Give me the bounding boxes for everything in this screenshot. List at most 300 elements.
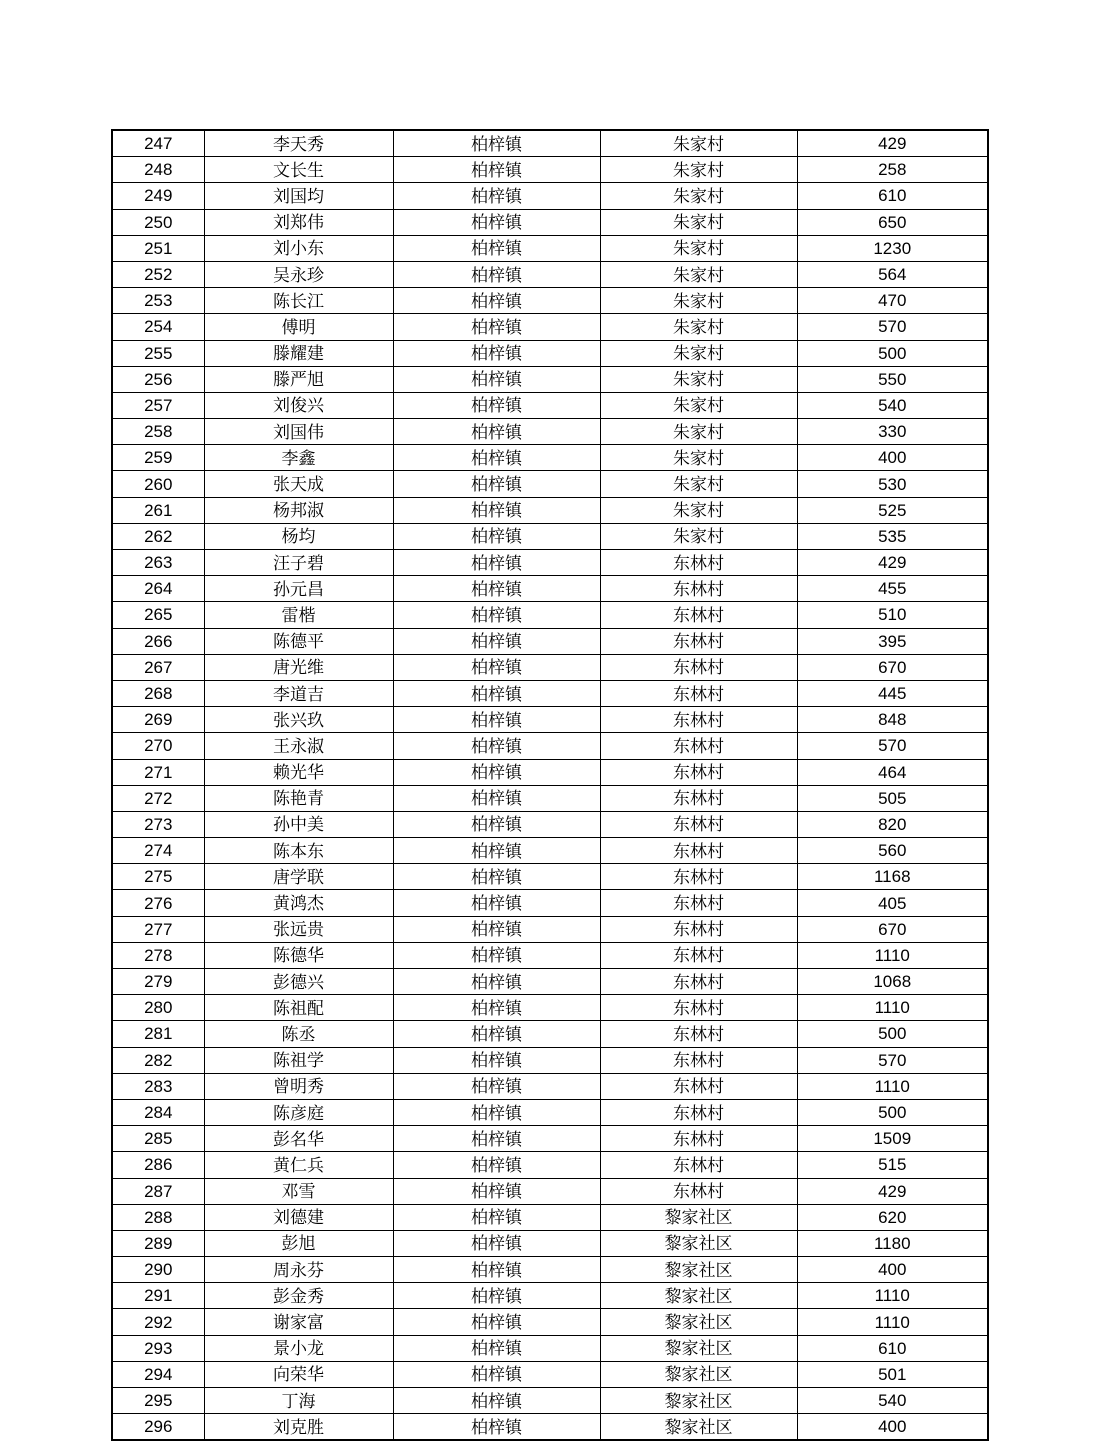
table-row [112, 680, 988, 706]
table-row [112, 1257, 988, 1283]
village-cell: 东林村 [600, 733, 797, 759]
village-cell: 黎家社区 [600, 1361, 797, 1387]
table-row [112, 1073, 988, 1099]
village-cell: 东林村 [600, 811, 797, 837]
town-cell: 柏梓镇 [393, 1126, 600, 1152]
row-number-cell: 251 [112, 235, 204, 261]
table-row [112, 759, 988, 785]
name-cell: 吴永珍 [204, 261, 393, 287]
table-row [112, 392, 988, 418]
name-cell: 刘国均 [204, 183, 393, 209]
row-number-cell: 285 [112, 1126, 204, 1152]
town-cell: 柏梓镇 [393, 680, 600, 706]
village-cell: 东林村 [600, 576, 797, 602]
amount-cell: 429 [797, 1178, 988, 1204]
town-cell: 柏梓镇 [393, 811, 600, 837]
table-row [112, 235, 988, 261]
town-cell: 柏梓镇 [393, 366, 600, 392]
table-row [112, 785, 988, 811]
amount-cell: 540 [797, 1388, 988, 1414]
records-table [111, 129, 989, 1441]
row-number-cell: 278 [112, 942, 204, 968]
amount-cell: 1230 [797, 235, 988, 261]
amount-cell: 610 [797, 1335, 988, 1361]
name-cell: 刘郑伟 [204, 209, 393, 235]
village-cell: 朱家村 [600, 471, 797, 497]
name-cell: 陈祖配 [204, 995, 393, 1021]
town-cell: 柏梓镇 [393, 1021, 600, 1047]
row-number-cell: 291 [112, 1283, 204, 1309]
town-cell: 柏梓镇 [393, 969, 600, 995]
village-cell: 东林村 [600, 707, 797, 733]
village-cell: 东林村 [600, 1021, 797, 1047]
town-cell: 柏梓镇 [393, 654, 600, 680]
village-cell: 东林村 [600, 759, 797, 785]
table-row [112, 1126, 988, 1152]
row-number-cell: 282 [112, 1047, 204, 1073]
row-number-cell: 261 [112, 497, 204, 523]
name-cell: 彭德兴 [204, 969, 393, 995]
amount-cell: 535 [797, 523, 988, 549]
amount-cell: 464 [797, 759, 988, 785]
amount-cell: 564 [797, 261, 988, 287]
amount-cell: 501 [797, 1361, 988, 1387]
table-row [112, 995, 988, 1021]
amount-cell: 500 [797, 1099, 988, 1125]
village-cell: 东林村 [600, 785, 797, 811]
town-cell: 柏梓镇 [393, 1388, 600, 1414]
amount-cell: 330 [797, 419, 988, 445]
row-number-cell: 267 [112, 654, 204, 680]
town-cell: 柏梓镇 [393, 628, 600, 654]
table-row [112, 654, 988, 680]
name-cell: 陈本东 [204, 838, 393, 864]
village-cell: 朱家村 [600, 314, 797, 340]
row-number-cell: 271 [112, 759, 204, 785]
name-cell: 景小龙 [204, 1335, 393, 1361]
town-cell: 柏梓镇 [393, 235, 600, 261]
town-cell: 柏梓镇 [393, 1230, 600, 1256]
village-cell: 黎家社区 [600, 1309, 797, 1335]
amount-cell: 1180 [797, 1230, 988, 1256]
town-cell: 柏梓镇 [393, 288, 600, 314]
table-row [112, 471, 988, 497]
village-cell: 东林村 [600, 680, 797, 706]
row-number-cell: 288 [112, 1204, 204, 1230]
table-row [112, 1047, 988, 1073]
row-number-cell: 264 [112, 576, 204, 602]
row-number-cell: 256 [112, 366, 204, 392]
village-cell: 朱家村 [600, 523, 797, 549]
amount-cell: 429 [797, 550, 988, 576]
row-number-cell: 274 [112, 838, 204, 864]
amount-cell: 540 [797, 392, 988, 418]
town-cell: 柏梓镇 [393, 942, 600, 968]
name-cell: 赖光华 [204, 759, 393, 785]
town-cell: 柏梓镇 [393, 261, 600, 287]
row-number-cell: 277 [112, 916, 204, 942]
amount-cell: 620 [797, 1204, 988, 1230]
town-cell: 柏梓镇 [393, 157, 600, 183]
name-cell: 邓雪 [204, 1178, 393, 1204]
table-row [112, 864, 988, 890]
name-cell: 刘国伟 [204, 419, 393, 445]
row-number-cell: 255 [112, 340, 204, 366]
town-cell: 柏梓镇 [393, 1178, 600, 1204]
amount-cell: 570 [797, 314, 988, 340]
village-cell: 东林村 [600, 1152, 797, 1178]
name-cell: 雷楷 [204, 602, 393, 628]
village-cell: 朱家村 [600, 340, 797, 366]
village-cell: 朱家村 [600, 209, 797, 235]
table-row [112, 1230, 988, 1256]
village-cell: 黎家社区 [600, 1414, 797, 1441]
table-row [112, 733, 988, 759]
town-cell: 柏梓镇 [393, 995, 600, 1021]
village-cell: 东林村 [600, 654, 797, 680]
town-cell: 柏梓镇 [393, 759, 600, 785]
town-cell: 柏梓镇 [393, 1099, 600, 1125]
town-cell: 柏梓镇 [393, 497, 600, 523]
town-cell: 柏梓镇 [393, 916, 600, 942]
town-cell: 柏梓镇 [393, 314, 600, 340]
table-row [112, 942, 988, 968]
row-number-cell: 248 [112, 157, 204, 183]
name-cell: 孙元昌 [204, 576, 393, 602]
row-number-cell: 295 [112, 1388, 204, 1414]
amount-cell: 650 [797, 209, 988, 235]
village-cell: 黎家社区 [600, 1388, 797, 1414]
town-cell: 柏梓镇 [393, 209, 600, 235]
table-row [112, 445, 988, 471]
table-row [112, 1335, 988, 1361]
amount-cell: 610 [797, 183, 988, 209]
name-cell: 彭名华 [204, 1126, 393, 1152]
amount-cell: 400 [797, 445, 988, 471]
village-cell: 东林村 [600, 942, 797, 968]
row-number-cell: 253 [112, 288, 204, 314]
amount-cell: 820 [797, 811, 988, 837]
row-number-cell: 254 [112, 314, 204, 340]
amount-cell: 1168 [797, 864, 988, 890]
table-row [112, 1388, 988, 1414]
row-number-cell: 265 [112, 602, 204, 628]
name-cell: 王永淑 [204, 733, 393, 759]
name-cell: 向荣华 [204, 1361, 393, 1387]
name-cell: 陈德平 [204, 628, 393, 654]
table-row [112, 261, 988, 287]
table-row [112, 576, 988, 602]
amount-cell: 470 [797, 288, 988, 314]
row-number-cell: 290 [112, 1257, 204, 1283]
village-cell: 东林村 [600, 916, 797, 942]
name-cell: 周永芬 [204, 1257, 393, 1283]
village-cell: 朱家村 [600, 183, 797, 209]
village-cell: 东林村 [600, 1073, 797, 1099]
town-cell: 柏梓镇 [393, 890, 600, 916]
row-number-cell: 258 [112, 419, 204, 445]
row-number-cell: 266 [112, 628, 204, 654]
row-number-cell: 284 [112, 1099, 204, 1125]
village-cell: 朱家村 [600, 130, 797, 157]
name-cell: 唐光维 [204, 654, 393, 680]
table-row [112, 183, 988, 209]
amount-cell: 405 [797, 890, 988, 916]
name-cell: 丁海 [204, 1388, 393, 1414]
name-cell: 李鑫 [204, 445, 393, 471]
town-cell: 柏梓镇 [393, 707, 600, 733]
row-number-cell: 252 [112, 261, 204, 287]
village-cell: 朱家村 [600, 497, 797, 523]
amount-cell: 1110 [797, 1309, 988, 1335]
table-row [112, 314, 988, 340]
name-cell: 陈彦庭 [204, 1099, 393, 1125]
name-cell: 陈艳青 [204, 785, 393, 811]
amount-cell: 570 [797, 733, 988, 759]
amount-cell: 1110 [797, 995, 988, 1021]
town-cell: 柏梓镇 [393, 523, 600, 549]
amount-cell: 1110 [797, 1283, 988, 1309]
name-cell: 曾明秀 [204, 1073, 393, 1099]
table-body [112, 130, 988, 1440]
amount-cell: 848 [797, 707, 988, 733]
table-row [112, 523, 988, 549]
town-cell: 柏梓镇 [393, 864, 600, 890]
town-cell: 柏梓镇 [393, 1283, 600, 1309]
name-cell: 傅明 [204, 314, 393, 340]
amount-cell: 505 [797, 785, 988, 811]
town-cell: 柏梓镇 [393, 340, 600, 366]
town-cell: 柏梓镇 [393, 785, 600, 811]
name-cell: 汪子碧 [204, 550, 393, 576]
name-cell: 陈祖学 [204, 1047, 393, 1073]
village-cell: 东林村 [600, 1126, 797, 1152]
row-number-cell: 276 [112, 890, 204, 916]
table-row [112, 1309, 988, 1335]
name-cell: 李天秀 [204, 130, 393, 157]
name-cell: 刘德建 [204, 1204, 393, 1230]
table-row [112, 916, 988, 942]
table-row [112, 628, 988, 654]
amount-cell: 525 [797, 497, 988, 523]
amount-cell: 515 [797, 1152, 988, 1178]
name-cell: 张天成 [204, 471, 393, 497]
table-row [112, 1021, 988, 1047]
town-cell: 柏梓镇 [393, 1309, 600, 1335]
town-cell: 柏梓镇 [393, 445, 600, 471]
table-row [112, 157, 988, 183]
row-number-cell: 247 [112, 130, 204, 157]
row-number-cell: 280 [112, 995, 204, 1021]
amount-cell: 445 [797, 680, 988, 706]
town-cell: 柏梓镇 [393, 1361, 600, 1387]
village-cell: 东林村 [600, 1178, 797, 1204]
amount-cell: 530 [797, 471, 988, 497]
amount-cell: 570 [797, 1047, 988, 1073]
village-cell: 朱家村 [600, 261, 797, 287]
name-cell: 陈德华 [204, 942, 393, 968]
row-number-cell: 257 [112, 392, 204, 418]
row-number-cell: 279 [112, 969, 204, 995]
name-cell: 彭旭 [204, 1230, 393, 1256]
town-cell: 柏梓镇 [393, 1152, 600, 1178]
village-cell: 朱家村 [600, 157, 797, 183]
amount-cell: 500 [797, 340, 988, 366]
amount-cell: 400 [797, 1257, 988, 1283]
row-number-cell: 286 [112, 1152, 204, 1178]
row-number-cell: 250 [112, 209, 204, 235]
village-cell: 东林村 [600, 550, 797, 576]
amount-cell: 455 [797, 576, 988, 602]
name-cell: 刘克胜 [204, 1414, 393, 1441]
name-cell: 张远贵 [204, 916, 393, 942]
village-cell: 东林村 [600, 995, 797, 1021]
town-cell: 柏梓镇 [393, 183, 600, 209]
amount-cell: 510 [797, 602, 988, 628]
village-cell: 朱家村 [600, 419, 797, 445]
name-cell: 杨均 [204, 523, 393, 549]
row-number-cell: 249 [112, 183, 204, 209]
amount-cell: 670 [797, 916, 988, 942]
amount-cell: 429 [797, 130, 988, 157]
town-cell: 柏梓镇 [393, 1257, 600, 1283]
village-cell: 黎家社区 [600, 1283, 797, 1309]
name-cell: 张兴玖 [204, 707, 393, 733]
amount-cell: 550 [797, 366, 988, 392]
village-cell: 东林村 [600, 890, 797, 916]
name-cell: 刘小东 [204, 235, 393, 261]
amount-cell: 670 [797, 654, 988, 680]
table-row [112, 366, 988, 392]
village-cell: 东林村 [600, 1099, 797, 1125]
village-cell: 黎家社区 [600, 1230, 797, 1256]
table-row [112, 1414, 988, 1441]
row-number-cell: 289 [112, 1230, 204, 1256]
amount-cell: 1110 [797, 942, 988, 968]
name-cell: 文长生 [204, 157, 393, 183]
village-cell: 朱家村 [600, 288, 797, 314]
village-cell: 朱家村 [600, 392, 797, 418]
village-cell: 朱家村 [600, 445, 797, 471]
town-cell: 柏梓镇 [393, 576, 600, 602]
town-cell: 柏梓镇 [393, 130, 600, 157]
table-row [112, 1204, 988, 1230]
table-row [112, 1099, 988, 1125]
amount-cell: 500 [797, 1021, 988, 1047]
row-number-cell: 283 [112, 1073, 204, 1099]
row-number-cell: 262 [112, 523, 204, 549]
village-cell: 朱家村 [600, 366, 797, 392]
village-cell: 东林村 [600, 838, 797, 864]
table-row [112, 130, 988, 157]
amount-cell: 395 [797, 628, 988, 654]
name-cell: 滕耀建 [204, 340, 393, 366]
amount-cell: 258 [797, 157, 988, 183]
row-number-cell: 270 [112, 733, 204, 759]
town-cell: 柏梓镇 [393, 1047, 600, 1073]
row-number-cell: 263 [112, 550, 204, 576]
table-row [112, 419, 988, 445]
name-cell: 唐学联 [204, 864, 393, 890]
row-number-cell: 272 [112, 785, 204, 811]
town-cell: 柏梓镇 [393, 419, 600, 445]
table-row [112, 288, 988, 314]
table-row [112, 497, 988, 523]
town-cell: 柏梓镇 [393, 1204, 600, 1230]
name-cell: 黄鸿杰 [204, 890, 393, 916]
town-cell: 柏梓镇 [393, 602, 600, 628]
row-number-cell: 269 [112, 707, 204, 733]
row-number-cell: 281 [112, 1021, 204, 1047]
table-row [112, 1152, 988, 1178]
row-number-cell: 293 [112, 1335, 204, 1361]
name-cell: 陈丞 [204, 1021, 393, 1047]
town-cell: 柏梓镇 [393, 550, 600, 576]
table-row [112, 707, 988, 733]
name-cell: 滕严旭 [204, 366, 393, 392]
village-cell: 东林村 [600, 969, 797, 995]
row-number-cell: 275 [112, 864, 204, 890]
name-cell: 彭金秀 [204, 1283, 393, 1309]
row-number-cell: 296 [112, 1414, 204, 1441]
table-row [112, 1361, 988, 1387]
table-row [112, 209, 988, 235]
row-number-cell: 273 [112, 811, 204, 837]
town-cell: 柏梓镇 [393, 392, 600, 418]
name-cell: 孙中美 [204, 811, 393, 837]
name-cell: 谢家富 [204, 1309, 393, 1335]
town-cell: 柏梓镇 [393, 1335, 600, 1361]
table-row [112, 838, 988, 864]
amount-cell: 1509 [797, 1126, 988, 1152]
village-cell: 黎家社区 [600, 1335, 797, 1361]
village-cell: 朱家村 [600, 235, 797, 261]
amount-cell: 560 [797, 838, 988, 864]
name-cell: 李道吉 [204, 680, 393, 706]
town-cell: 柏梓镇 [393, 838, 600, 864]
town-cell: 柏梓镇 [393, 1414, 600, 1441]
village-cell: 黎家社区 [600, 1257, 797, 1283]
village-cell: 东林村 [600, 602, 797, 628]
village-cell: 东林村 [600, 628, 797, 654]
town-cell: 柏梓镇 [393, 733, 600, 759]
row-number-cell: 287 [112, 1178, 204, 1204]
table-row [112, 969, 988, 995]
name-cell: 刘俊兴 [204, 392, 393, 418]
amount-cell: 1110 [797, 1073, 988, 1099]
town-cell: 柏梓镇 [393, 1073, 600, 1099]
village-cell: 东林村 [600, 1047, 797, 1073]
table-row [112, 890, 988, 916]
amount-cell: 1068 [797, 969, 988, 995]
table-row [112, 550, 988, 576]
village-cell: 黎家社区 [600, 1204, 797, 1230]
table-row [112, 602, 988, 628]
row-number-cell: 259 [112, 445, 204, 471]
town-cell: 柏梓镇 [393, 471, 600, 497]
name-cell: 黄仁兵 [204, 1152, 393, 1178]
table-row [112, 1283, 988, 1309]
table-row [112, 811, 988, 837]
row-number-cell: 294 [112, 1361, 204, 1387]
amount-cell: 400 [797, 1414, 988, 1441]
table-row [112, 1178, 988, 1204]
row-number-cell: 260 [112, 471, 204, 497]
row-number-cell: 268 [112, 680, 204, 706]
name-cell: 杨邦淑 [204, 497, 393, 523]
village-cell: 东林村 [600, 864, 797, 890]
table-row [112, 340, 988, 366]
